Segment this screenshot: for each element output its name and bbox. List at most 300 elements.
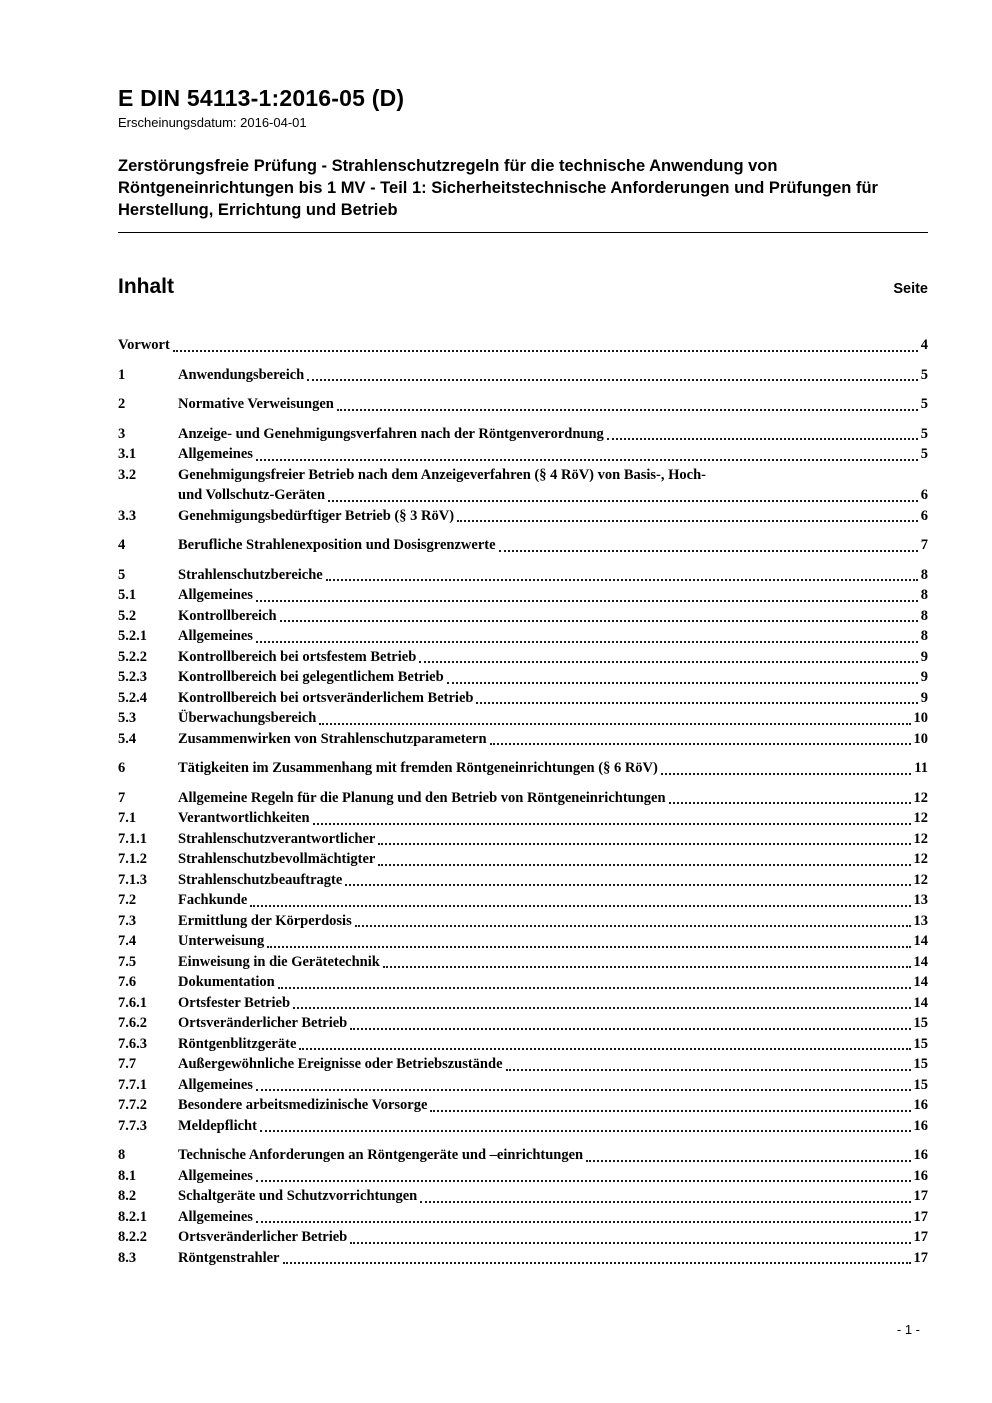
toc-entry-body: [178, 1034, 928, 1055]
toc-entry-number: 5: [118, 566, 126, 583]
toc-entry: [118, 606, 928, 627]
toc-entry-line: [178, 1054, 928, 1075]
toc-dotted-leader: [506, 1069, 911, 1071]
toc-entry: [118, 365, 928, 386]
toc-entry: [118, 335, 928, 356]
toc-entry-line: [178, 1248, 928, 1269]
toc-dotted-leader: [350, 1242, 910, 1244]
toc-dotted-leader: [378, 843, 910, 845]
toc-entry-number: 7.7.1: [118, 1076, 147, 1093]
toc-entry-body: [178, 1095, 928, 1116]
toc-entry-line: [178, 394, 928, 415]
toc-entry-title: Verantwortlichkeiten: [178, 810, 310, 827]
toc-entry-number: 7.7.3: [118, 1117, 147, 1134]
toc-entry-title: Einweisung in die Gerätetechnik: [178, 953, 380, 970]
toc-dotted-leader: [586, 1160, 910, 1162]
toc-entry: [118, 890, 928, 911]
toc-entry-page: 16: [913, 1167, 928, 1184]
toc-entry: [118, 465, 928, 506]
toc-entry-page: 16: [913, 1097, 928, 1114]
toc-entry: [118, 729, 928, 750]
toc-entry-line: [178, 829, 928, 850]
toc-entry-title: Meldepflicht: [178, 1117, 257, 1134]
toc-entry: [118, 1166, 928, 1187]
toc-entry-title: Allgemeine Regeln für die Planung und den Betrieb von Röntgeneinrichtungen: [178, 789, 666, 806]
toc-entry-line: [178, 993, 928, 1014]
toc-entry-number: 4: [118, 537, 126, 554]
toc-entry-page: 15: [913, 1015, 928, 1032]
toc-entry-body: [178, 758, 928, 779]
toc-dotted-leader: [256, 600, 918, 602]
toc-entry-number: 8.2.1: [118, 1208, 147, 1225]
toc-dotted-leader: [490, 743, 911, 745]
toc-group: [118, 1145, 928, 1268]
toc-entry-number: 5.2.1: [118, 628, 147, 645]
toc-entry-body: [178, 1054, 928, 1075]
toc-entry-number: 5.2.3: [118, 669, 147, 686]
toc-entry-line: [178, 890, 928, 911]
toc-dotted-leader: [476, 702, 917, 704]
toc-entry-line: [178, 849, 928, 870]
toc-entry-page: 17: [913, 1249, 928, 1266]
toc-entry-number: 5.2.4: [118, 689, 147, 706]
toc-entry-page: 5: [920, 446, 928, 463]
toc-entry-body: [178, 911, 928, 932]
toc-group: [118, 365, 928, 386]
toc-entry-body: [178, 667, 928, 688]
toc-entry: [118, 565, 928, 586]
toc-entry-title: Allgemeines: [178, 446, 253, 463]
toc-entry-title: Unterweisung: [178, 933, 265, 950]
toc-dotted-leader: [256, 1180, 911, 1182]
toc-entry-body: [178, 1116, 928, 1137]
toc-entry-line: [178, 758, 928, 779]
toc-entry-title: Dokumentation: [178, 974, 275, 991]
toc-entry-page: 8: [920, 607, 928, 624]
toc-entry-page: 15: [913, 1035, 928, 1052]
toc-entry-body: [178, 1227, 928, 1248]
toc-entry-title: Ermittlung der Körperdosis: [178, 912, 352, 929]
toc-entry-number: 7.6.3: [118, 1035, 147, 1052]
toc-entry-page: 13: [913, 892, 928, 909]
toc-entry: [118, 1227, 928, 1248]
toc-entry-page: 6: [920, 507, 928, 524]
toc-entry: [118, 626, 928, 647]
toc-entry-page: 14: [913, 974, 928, 991]
toc-dotted-leader: [499, 550, 918, 552]
toc-entry-line: [178, 535, 928, 556]
toc-dotted-leader: [319, 723, 910, 725]
document-number: E DIN 54113-1:2016-05 (D): [118, 85, 405, 111]
toc-entry-body: [178, 870, 928, 891]
toc-dotted-leader: [256, 1089, 911, 1091]
toc-entry-title: Kontrollbereich bei ortsfestem Betrieb: [178, 648, 417, 665]
toc-entry-page: 16: [913, 1117, 928, 1134]
toc-entry: [118, 788, 928, 809]
toc-entry-body: [178, 972, 928, 993]
toc-entry-title: Überwachungsbereich: [178, 710, 317, 727]
toc-entry: [118, 708, 928, 729]
toc-entry-line: [178, 911, 928, 932]
toc-dotted-leader: [173, 350, 918, 352]
toc-entry-page: 8: [920, 566, 928, 583]
toc-entry: [118, 1116, 928, 1137]
toc-entry-body: [178, 506, 928, 527]
toc-entry-number: 2: [118, 396, 126, 413]
toc-entry-page: 6: [920, 487, 928, 504]
toc-entry-number: 7.1: [118, 810, 137, 827]
toc-entry: [118, 424, 928, 445]
toc-entry-body: [178, 626, 928, 647]
toc-entry-line: [178, 667, 928, 688]
toc-dotted-leader: [430, 1110, 910, 1112]
toc-entry-body: [178, 394, 928, 415]
toc-entry-page: 17: [913, 1188, 928, 1205]
toc-dotted-leader: [283, 1262, 911, 1264]
toc-entry-body: [178, 952, 928, 973]
toc-entry-page: 11: [914, 760, 928, 777]
toc-entry-title: Genehmigungsbedürftiger Betrieb (§ 3 RöV): [178, 507, 455, 524]
toc-entry: [118, 667, 928, 688]
toc-entry-body: [178, 1186, 928, 1207]
toc-entry: [118, 1145, 928, 1166]
toc-entry-body: [178, 647, 928, 668]
toc-entry-body: [178, 1145, 928, 1166]
toc-entry-number: 7.5: [118, 953, 137, 970]
toc-entry-line: [178, 1145, 928, 1166]
toc-entry-page: 8: [920, 587, 928, 604]
toc-entry-title: Allgemeines: [178, 1167, 253, 1184]
toc-entry-page: 5: [920, 396, 928, 413]
toc-group: [118, 335, 928, 356]
toc-entry-page: 15: [913, 1056, 928, 1073]
toc-dotted-leader: [337, 409, 918, 411]
toc-dotted-leader: [256, 641, 918, 643]
toc-entry-line: [178, 788, 928, 809]
toc-entry: [118, 1034, 928, 1055]
toc-dotted-leader: [607, 438, 918, 440]
toc-entry-page: 8: [920, 628, 928, 645]
toc-entry: [118, 758, 928, 779]
toc-entry-number: 5.1: [118, 587, 137, 604]
toc-entry-title: Berufliche Strahlenexposition und Dosisgrenzwerte: [178, 537, 496, 554]
toc-entry-number: 1: [118, 366, 126, 383]
toc-entry-body: [178, 444, 928, 465]
toc-entry-title: Ortsfester Betrieb: [178, 994, 291, 1011]
toc-group: [118, 758, 928, 779]
toc-entry-number: 7.2: [118, 892, 137, 909]
toc-dotted-leader: [260, 1130, 911, 1132]
toc-entry-title: Genehmigungsfreier Betrieb nach dem Anzeigeverfahren (§ 4 RöV) von Basis-, Hoch-: [178, 466, 706, 483]
toc-entry-page: 12: [913, 810, 928, 827]
toc-entry: [118, 1054, 928, 1075]
toc-entry: [118, 829, 928, 850]
toc-entry: [118, 1013, 928, 1034]
toc-entry-page: 14: [913, 933, 928, 950]
toc-entry: [118, 535, 928, 556]
toc-entry: [118, 808, 928, 829]
toc-dotted-leader: [350, 1028, 910, 1030]
toc-entry-title: Allgemeines: [178, 1208, 253, 1225]
toc-entry-title: Röntgenblitzgeräte: [178, 1035, 297, 1052]
toc-entry-body: [178, 365, 928, 386]
toc-entry-body: [178, 585, 928, 606]
toc-entry-line: [178, 1227, 928, 1248]
document-title: Zerstörungsfreie Prüfung - Strahlenschutzregeln für die technische Anwendung von Röntgeneinrichtungen bis 1 MV - Teil 1: Sicherheitstechnische Anforderungen und Prüfungen für Herstellung, Errichtung und Betrieb: [118, 156, 928, 233]
toc-entry: [118, 993, 928, 1014]
toc-entry-page: 12: [913, 789, 928, 806]
toc-entry-number: 7.3: [118, 912, 137, 929]
publish-date: Erscheinungsdatum: 2016-04-01: [118, 115, 307, 131]
toc-entry-body: [178, 688, 928, 709]
toc-entry-title: Anwendungsbereich: [178, 366, 305, 383]
toc-dotted-leader: [267, 946, 910, 948]
toc-entry-number: 7.4: [118, 933, 137, 950]
toc-entry: [118, 1207, 928, 1228]
toc-entry-number: 7.7.2: [118, 1097, 147, 1114]
page-number-footer: - 1 -: [896, 1322, 920, 1337]
toc-group: [118, 535, 928, 556]
toc-dotted-leader: [278, 987, 911, 989]
toc-entry-page: 4: [920, 337, 928, 354]
toc-entry-body: [178, 1075, 928, 1096]
toc-entry-line: [178, 465, 928, 486]
toc-entry-page: 9: [920, 689, 928, 706]
toc-dotted-leader: [383, 966, 911, 968]
toc-entry-line: [178, 808, 928, 829]
toc-entry-title: Kontrollbereich bei ortsveränderlichem Betrieb: [178, 689, 474, 706]
toc-dotted-leader: [378, 864, 910, 866]
toc-dotted-leader: [280, 620, 918, 622]
toc-entry-line: [178, 485, 928, 506]
toc-entry-number: 3.2: [118, 466, 137, 483]
toc-group: [118, 394, 928, 415]
toc-entry-line: [178, 647, 928, 668]
toc-entry-page: 9: [920, 669, 928, 686]
toc-entry-title: Vorwort: [118, 337, 170, 354]
toc-entry-line: [178, 952, 928, 973]
toc-entry-body: [118, 335, 928, 356]
toc-entry-line: [178, 708, 928, 729]
toc-entry-number: 3.3: [118, 507, 137, 524]
toc-entry: [118, 972, 928, 993]
toc-entry-line: [178, 626, 928, 647]
toc-entry-title: Strahlenschutzbeauftragte: [178, 871, 343, 888]
toc-entry-page: 5: [920, 366, 928, 383]
toc-entry-line: [178, 444, 928, 465]
toc-entry-number: 8.2.2: [118, 1229, 147, 1246]
toc-entry-body: [178, 606, 928, 627]
toc-dotted-leader: [313, 823, 911, 825]
toc-entry-title: Besondere arbeitsmedizinische Vorsorge: [178, 1097, 428, 1114]
toc-entry-page: 14: [913, 953, 928, 970]
toc-entry-line: [178, 606, 928, 627]
toc-entry-page: 17: [913, 1208, 928, 1225]
toc-entry-line: [178, 424, 928, 445]
toc-entry-title: Kontrollbereich: [178, 607, 277, 624]
toc-entry: [118, 911, 928, 932]
toc-entry-body: [178, 1248, 928, 1269]
toc-dotted-leader: [661, 773, 911, 775]
toc-entry-number: 7.6: [118, 974, 137, 991]
toc-entry: [118, 585, 928, 606]
toc-entry-number: 5.2: [118, 607, 137, 624]
toc-dotted-leader: [326, 579, 918, 581]
toc-entry-body: [178, 849, 928, 870]
toc-entry: [118, 1075, 928, 1096]
toc-entry-number: 7.6.2: [118, 1015, 147, 1032]
toc-heading: Inhalt: [118, 275, 174, 299]
toc-entry-page: 16: [913, 1147, 928, 1164]
toc-entry-line: [178, 688, 928, 709]
toc-entry-number: 7.7: [118, 1056, 137, 1073]
toc-entry-body: [178, 890, 928, 911]
toc-entry-page: 12: [913, 851, 928, 868]
toc-entry-page: 15: [913, 1076, 928, 1093]
toc-entry-title: Technische Anforderungen an Röntgengeräte und –einrichtungen: [178, 1147, 584, 1164]
toc-dotted-leader: [420, 1201, 910, 1203]
toc-entry-line: [178, 1075, 928, 1096]
toc-entry-page: 10: [913, 710, 928, 727]
toc-entry-number: 5.2.2: [118, 648, 147, 665]
toc-dotted-leader: [328, 500, 918, 502]
toc-entry-page: 12: [913, 871, 928, 888]
toc-group: [118, 788, 928, 1137]
toc-entry-body: [178, 1166, 928, 1187]
toc-entry-number: 7.1.2: [118, 851, 147, 868]
toc-entry-body: [178, 424, 928, 445]
toc-dotted-leader: [345, 884, 910, 886]
toc-dotted-leader: [419, 661, 917, 663]
toc-header: [118, 275, 928, 299]
toc-entry-line: [178, 1186, 928, 1207]
toc-entry-line: [178, 972, 928, 993]
toc-dotted-leader: [457, 520, 918, 522]
toc-entry-number: 5.3: [118, 710, 137, 727]
toc-entry-body: [178, 729, 928, 750]
toc-entry-line: [178, 931, 928, 952]
toc-entry-page: 13: [913, 912, 928, 929]
toc-entry: [118, 688, 928, 709]
toc-dotted-leader: [256, 459, 918, 461]
toc-entry: [118, 1095, 928, 1116]
toc-entry-title: Kontrollbereich bei gelegentlichem Betrieb: [178, 669, 444, 686]
toc-entry-number: 8.3: [118, 1249, 137, 1266]
toc-entry-line: [178, 1116, 928, 1137]
toc-entry: [118, 952, 928, 973]
toc-entry: [118, 1248, 928, 1269]
toc-entry-number: 8.1: [118, 1167, 137, 1184]
toc-entry-title: Tätigkeiten im Zusammenhang mit fremden Röntgeneinrichtungen (§ 6 RöV): [178, 760, 658, 777]
toc-entry-number: 5.4: [118, 730, 137, 747]
toc-entry-title: Fachkunde: [178, 892, 248, 909]
toc-entry-number: 6: [118, 760, 126, 777]
toc-entry: [118, 849, 928, 870]
toc-entry-body: [178, 1207, 928, 1228]
toc-dotted-leader: [447, 682, 918, 684]
toc-entry-line: [178, 729, 928, 750]
toc-group: [118, 565, 928, 750]
toc-entry-body: [178, 931, 928, 952]
toc-entry-title: Außergewöhnliche Ereignisse oder Betriebszustände: [178, 1056, 503, 1073]
toc-entry-page: 9: [920, 648, 928, 665]
toc-entry-page: 5: [920, 425, 928, 442]
toc-entry-page: 10: [913, 730, 928, 747]
toc-entry-body: [178, 808, 928, 829]
toc-entry: [118, 506, 928, 527]
toc-dotted-leader: [256, 1221, 911, 1223]
toc-dotted-leader: [355, 925, 911, 927]
toc-entry-line: [178, 585, 928, 606]
toc-entry-number: 7.1.1: [118, 830, 147, 847]
toc-entry-number: 7.1.3: [118, 871, 147, 888]
toc-entry-title: Anzeige- und Genehmigungsverfahren nach der Röntgenverordnung: [178, 425, 604, 442]
toc-entry-body: [178, 535, 928, 556]
toc-entry: [118, 394, 928, 415]
toc-entry-number: 3: [118, 425, 126, 442]
toc-entry-title: und Vollschutz-Geräten: [178, 487, 326, 504]
toc-entry-page: 12: [913, 830, 928, 847]
toc-entry-number: 8: [118, 1147, 126, 1164]
toc-entry: [118, 931, 928, 952]
toc-entry-title: Schaltgeräte und Schutzvorrichtungen: [178, 1188, 418, 1205]
toc-entry: [118, 647, 928, 668]
toc-entry-title: Allgemeines: [178, 1076, 253, 1093]
toc-entry-page: 17: [913, 1229, 928, 1246]
toc-dotted-leader: [299, 1048, 910, 1050]
toc-page-column-label: Seite: [893, 281, 928, 298]
toc-entry-number: 8.2: [118, 1188, 137, 1205]
toc-entry-number: 7.6.1: [118, 994, 147, 1011]
toc-entry-title: Strahlenschutzbevollmächtigter: [178, 851, 376, 868]
toc-entry: [118, 444, 928, 465]
toc-group: [118, 424, 928, 527]
toc-entry-title: Allgemeines: [178, 587, 253, 604]
toc-entry-title: Strahlenschutzverantwortlicher: [178, 830, 376, 847]
toc-entry-title: Ortsveränderlicher Betrieb: [178, 1229, 348, 1246]
toc-entry-line: [178, 1166, 928, 1187]
toc-entry-body: [178, 829, 928, 850]
toc-entry-line: [178, 1013, 928, 1034]
toc-dotted-leader: [293, 1007, 910, 1009]
toc-entry-title: Zusammenwirken von Strahlenschutzparametern: [178, 730, 487, 747]
toc-entry-title: Allgemeines: [178, 628, 253, 645]
toc-entry-body: [178, 993, 928, 1014]
toc-dotted-leader: [250, 905, 910, 907]
toc-list: [118, 335, 928, 1268]
toc-entry-body: [178, 788, 928, 809]
toc-entry-page: 7: [920, 537, 928, 554]
toc-entry-body: [178, 565, 928, 586]
toc-entry-line: [178, 565, 928, 586]
toc-entry-body: [178, 1013, 928, 1034]
toc-entry: [118, 1186, 928, 1207]
toc-entry-title: Strahlenschutzbereiche: [178, 566, 323, 583]
toc-dotted-leader: [307, 379, 918, 381]
toc-entry-number: 7: [118, 789, 126, 806]
toc-entry-line: [178, 365, 928, 386]
toc-entry-page: 14: [913, 994, 928, 1011]
toc-entry-line: [178, 1034, 928, 1055]
toc-entry-title: Röntgenstrahler: [178, 1249, 280, 1266]
toc-entry-body: [178, 708, 928, 729]
toc-entry-line: [178, 506, 928, 527]
toc-entry-number: 3.1: [118, 446, 137, 463]
toc-entry-line: [178, 1207, 928, 1228]
toc-entry-line: [118, 335, 928, 356]
toc-entry-body: [178, 465, 928, 506]
toc-entry-title: Ortsveränderlicher Betrieb: [178, 1015, 348, 1032]
